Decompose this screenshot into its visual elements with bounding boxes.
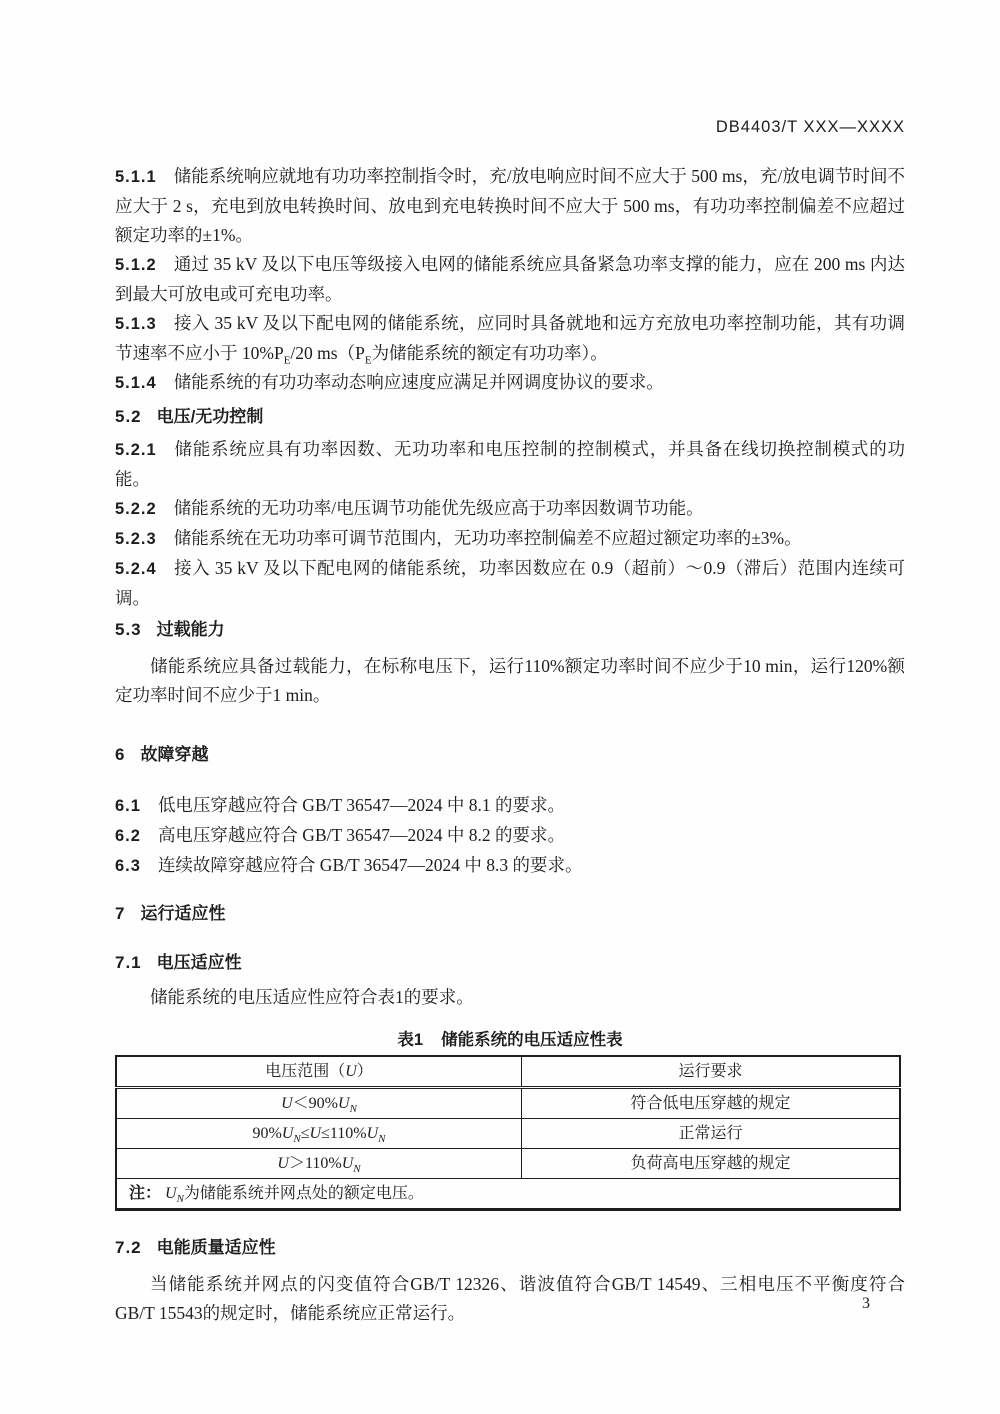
table-row xyxy=(116,1149,900,1179)
requirement-cell: 负荷高电压穿越的规定 xyxy=(522,1149,901,1179)
heading-number: 7.2 xyxy=(115,1238,142,1257)
clause-6-2 xyxy=(115,821,905,851)
clause-text: 为储能系统的额定有功功率）。 xyxy=(371,343,608,363)
variable-U: U xyxy=(366,1125,379,1142)
heading-title: 电压/无功控制 xyxy=(156,407,264,426)
table-caption-title: 储能系统的电压适应性表 xyxy=(441,1031,623,1049)
table1-caption xyxy=(115,1026,905,1055)
clause-5-2-4 xyxy=(115,554,905,613)
note-label: 注： xyxy=(129,1185,162,1202)
heading-5-2 xyxy=(115,402,905,431)
clause-text: 储能系统在无功功率可调节范围内，无功功率控制偏差不应超过额定功率的±3%。 xyxy=(173,528,802,548)
paragraph-7-1: 储能系统的电压适应性应符合表1的要求。 xyxy=(150,987,474,1007)
clause-text: 储能系统的无功功率/电压调节功能优先级应高于功率因数调节功能。 xyxy=(173,498,704,518)
clause-text: 高电压穿越应符合 GB/T 36547—2024 中 8.2 的要求。 xyxy=(157,825,565,845)
heading-number: 5.2 xyxy=(115,407,142,426)
paragraph-7-2: 当储能系统并网点的闪变值符合GB/T 12326、谐波值符合GB/T 14549、三相电压不平衡度符合GB/T 15543的规定时，储能系统应正常运行。 xyxy=(115,1274,905,1323)
cell-text: ＞110% xyxy=(288,1155,342,1172)
heading-7-1 xyxy=(115,948,905,977)
clause-text: 储能系统响应就地有功功率控制指令时，充/放电响应时间不应大于 500 ms，充/放电调节时间不应大于 2 s，充电到放电转换时间、放电到充电转换时间不应大于 500 ms，有功功率控制偏差不应超过额定功率的±1%。 xyxy=(115,166,905,245)
clause-number: 5.2.3 xyxy=(115,530,157,548)
clause-number: 5.1.4 xyxy=(115,374,157,392)
clause-5-1-4 xyxy=(115,368,905,398)
variable-U: U xyxy=(277,1155,289,1172)
cell-text: ≤ xyxy=(300,1125,310,1142)
variable-U: U xyxy=(341,1155,354,1172)
subscript-E: E xyxy=(283,354,291,367)
variable-U: U xyxy=(345,1063,357,1080)
heading-number: 5.3 xyxy=(115,620,142,639)
clause-text: 连续故障穿越应符合 GB/T 36547—2024 中 8.3 的要求。 xyxy=(157,855,583,875)
clause-number: 5.1.2 xyxy=(115,256,157,274)
clause-text: 接入 35 kV 及以下配电网的储能系统，应同时具备就地和远方充放电功率控制功能，其有功调节速率不应小于 10%P xyxy=(115,313,905,363)
clause-5-1-1 xyxy=(115,162,905,250)
heading-title: 故障穿越 xyxy=(140,745,209,764)
cell-text: 90% xyxy=(252,1125,282,1142)
clause-text: 低电压穿越应符合 GB/T 36547—2024 中 8.1 的要求。 xyxy=(157,795,565,815)
cell-text: ＜90% xyxy=(292,1095,338,1112)
clause-number: 5.2.1 xyxy=(115,441,157,459)
table-header-operation-requirement: 运行要求 xyxy=(522,1056,901,1088)
voltage-range-cell xyxy=(116,1119,522,1149)
table-header-row xyxy=(116,1056,900,1088)
clause-5-2-1 xyxy=(115,435,905,494)
voltage-range-cell xyxy=(116,1149,522,1179)
clause-number: 6.2 xyxy=(115,827,141,845)
heading-7 xyxy=(115,899,905,928)
clause-number: 5.1.3 xyxy=(115,315,157,333)
heading-7-2 xyxy=(115,1233,905,1262)
heading-5-3 xyxy=(115,615,905,644)
heading-title: 电压适应性 xyxy=(156,953,242,972)
doc-code-header: DB4403/T XXX—XXXX xyxy=(715,118,905,136)
subscript-N: N xyxy=(293,1133,301,1146)
clause-6-1 xyxy=(115,791,905,821)
table-header-voltage-range xyxy=(116,1056,522,1088)
table-row xyxy=(116,1088,900,1119)
clause-number: 6.1 xyxy=(115,797,141,815)
clause-number: 5.2.4 xyxy=(115,560,157,578)
variable-U: U xyxy=(165,1185,177,1202)
table-row xyxy=(116,1119,900,1149)
clause-text: 通过 35 kV 及以下电压等级接入电网的储能系统应具备紧急功率支撑的能力，应在 200 ms 内达到最大可放电或可充电功率。 xyxy=(115,254,905,304)
variable-U: U xyxy=(338,1095,350,1112)
clause-5-2-3 xyxy=(115,524,905,554)
paragraph-5-3: 储能系统应具备过载能力，在标称电压下，运行110%额定功率时间不应少于10 min，运行120%额定功率时间不应少于1 min。 xyxy=(115,656,905,705)
clause-5-1-2 xyxy=(115,250,905,309)
table1 xyxy=(115,1055,901,1211)
header-cell-text: ） xyxy=(356,1063,373,1080)
page-number: 3 xyxy=(862,1295,870,1312)
clause-text: 储能系统应具有功率因数、无功功率和电压控制的控制模式，并具备在线切换控制模式的功能。 xyxy=(115,439,905,489)
table-caption-label: 表1 xyxy=(397,1031,424,1049)
heading-6 xyxy=(115,740,905,769)
subscript-N: N xyxy=(378,1133,386,1146)
clause-text: /20 ms（P xyxy=(290,343,365,363)
clause-5-1-3 xyxy=(115,309,905,368)
variable-U: U xyxy=(281,1095,293,1112)
heading-title: 电能质量适应性 xyxy=(156,1238,276,1257)
note-text: 为储能系统并网点处的额定电压。 xyxy=(183,1185,424,1202)
clause-text: 接入 35 kV 及以下配电网的储能系统，功率因数应在 0.9（超前）～0.9（滞后）范围内连续可调。 xyxy=(115,558,905,608)
clause-number: 5.2.2 xyxy=(115,500,157,518)
table-note-cell xyxy=(116,1179,900,1210)
variable-U: U xyxy=(309,1125,322,1142)
clause-5-2-2 xyxy=(115,494,905,524)
heading-number: 7.1 xyxy=(115,953,142,972)
voltage-range-cell xyxy=(116,1088,522,1119)
heading-number: 6 xyxy=(115,745,126,764)
variable-U: U xyxy=(281,1125,294,1142)
requirement-cell: 正常运行 xyxy=(522,1119,901,1149)
requirement-cell: 符合低电压穿越的规定 xyxy=(522,1088,901,1119)
clause-text: 储能系统的有功功率动态响应速度应满足并网调度协议的要求。 xyxy=(173,372,664,392)
heading-title: 运行适应性 xyxy=(140,904,226,923)
heading-number: 7 xyxy=(115,904,126,923)
cell-text: ≤110% xyxy=(321,1125,367,1142)
heading-title: 过载能力 xyxy=(156,620,225,639)
clause-number: 5.1.1 xyxy=(115,168,157,186)
subscript-N: N xyxy=(353,1163,361,1176)
header-cell-text: 电压范围（ xyxy=(265,1063,346,1080)
content-column xyxy=(115,0,905,1328)
subscript-N: N xyxy=(176,1193,184,1206)
subscript-N: N xyxy=(349,1103,357,1116)
clause-number: 6.3 xyxy=(115,857,141,875)
clause-6-3 xyxy=(115,851,905,881)
subscript-E: E xyxy=(364,354,372,367)
table-note-row xyxy=(116,1179,900,1210)
